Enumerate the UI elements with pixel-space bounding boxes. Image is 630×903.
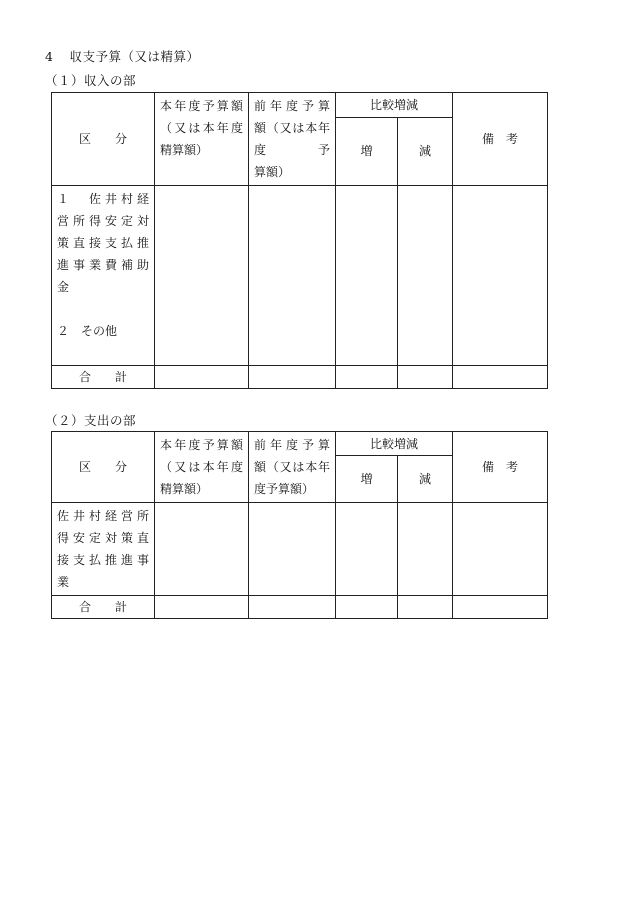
header-previous-budget: 前年度予算 額（又は本年 度 予 算額） — [249, 93, 336, 186]
header-current-budget: 本年度予算額 （又は本年度 精算額） — [155, 432, 249, 503]
header-decrease: 減 — [398, 117, 453, 185]
header-current-budget: 本年度予算額 （又は本年度 精算額） — [155, 93, 249, 186]
income-table — [51, 92, 548, 389]
income-total-increase[interactable] — [336, 366, 398, 389]
header-increase: 増 — [336, 117, 398, 185]
expense-decrease-cell[interactable] — [398, 503, 453, 596]
section-heading — [45, 47, 199, 65]
header-kubun: 区 分 — [52, 93, 155, 186]
section-number: 4 — [45, 49, 54, 64]
income-total-remarks[interactable] — [453, 366, 548, 389]
expense-item1-line: 業 — [57, 575, 70, 589]
expense-item1-line: 佐井村経営所 — [57, 509, 149, 523]
header-previous-budget: 前年度予算 額（又は本年 度予算額） — [249, 432, 336, 503]
income-total-current[interactable] — [155, 366, 249, 389]
income-total-label: 合 計 — [52, 366, 155, 389]
expense-label: （２）支出の部 — [45, 413, 137, 428]
expense-remarks-cell[interactable] — [453, 503, 548, 596]
section-title: 収支予算（又は精算） — [69, 49, 200, 64]
expense-items-cell — [52, 503, 155, 596]
expense-item1-line: 接支払推進事 — [57, 553, 149, 567]
header-kubun: 区 分 — [52, 432, 155, 503]
header-remarks: 備 考 — [453, 432, 548, 503]
expense-increase-cell[interactable] — [336, 503, 398, 596]
expense-total-label: 合 計 — [52, 596, 155, 619]
header-increase: 増 — [336, 456, 398, 503]
expense-table — [51, 431, 548, 619]
income-item1-line: 策直接支払推 — [57, 236, 149, 250]
income-item1-line: 営所得安定対 — [57, 214, 149, 228]
expense-total-current[interactable] — [155, 596, 249, 619]
expense-total-decrease[interactable] — [398, 596, 453, 619]
expense-total-increase[interactable] — [336, 596, 398, 619]
income-item1-line: １ 佐井村経 — [57, 192, 149, 206]
header-decrease: 減 — [398, 456, 453, 503]
header-remarks: 備 考 — [453, 93, 548, 186]
income-item1-line: 金 — [57, 280, 70, 294]
income-previous-cell[interactable] — [249, 186, 336, 366]
expense-previous-cell[interactable] — [249, 503, 336, 596]
income-items-cell — [52, 186, 155, 366]
expense-total-previous[interactable] — [249, 596, 336, 619]
income-label: （１）収入の部 — [45, 73, 137, 88]
expense-item1-line: 得安定対策直 — [57, 531, 149, 545]
income-remarks-cell[interactable] — [453, 186, 548, 366]
income-current-cell[interactable] — [155, 186, 249, 366]
expense-total-remarks[interactable] — [453, 596, 548, 619]
expense-current-cell[interactable] — [155, 503, 249, 596]
income-decrease-cell[interactable] — [398, 186, 453, 366]
income-increase-cell[interactable] — [336, 186, 398, 366]
income-item2: ２ その他 — [57, 324, 118, 338]
header-compare: 比較増減 — [336, 432, 453, 456]
header-compare: 比較増減 — [336, 93, 453, 118]
income-total-previous[interactable] — [249, 366, 336, 389]
income-total-decrease[interactable] — [398, 366, 453, 389]
income-item1-line: 進事業費補助 — [57, 258, 149, 272]
